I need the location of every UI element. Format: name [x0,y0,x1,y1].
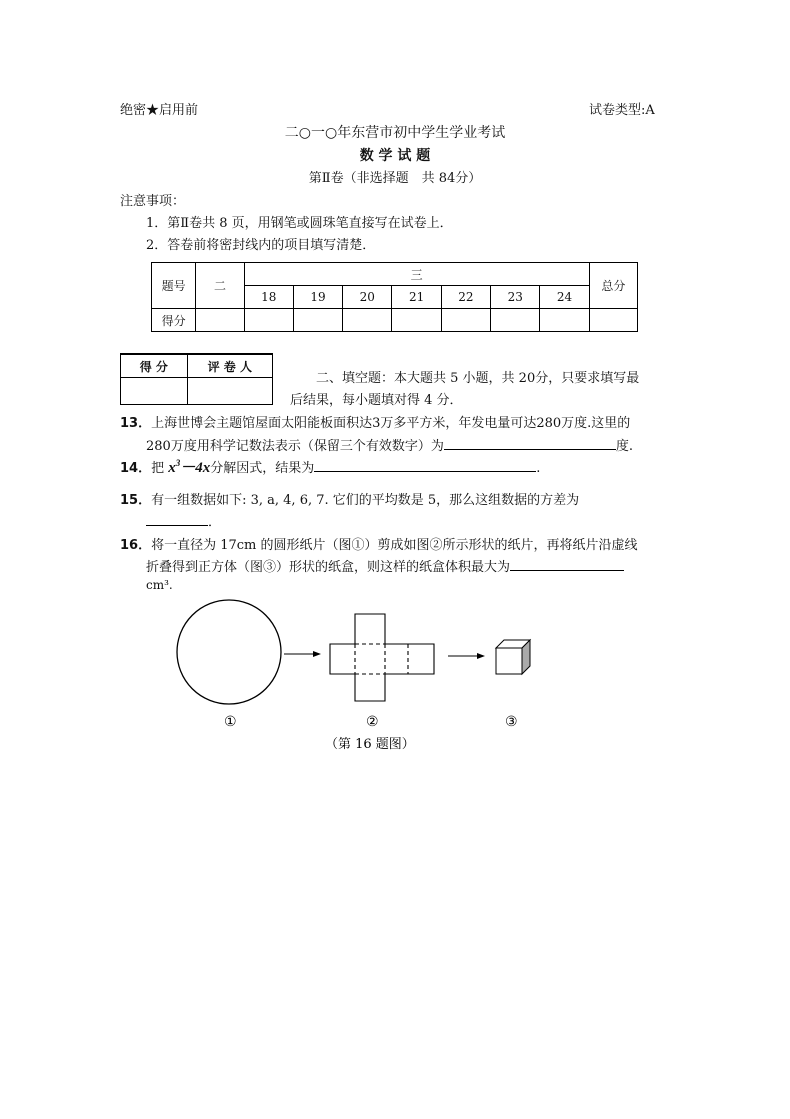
grader-name-cell[interactable] [187,378,272,405]
score-cell[interactable] [343,309,392,332]
grader-box [120,353,273,405]
q14-expression: $x^3-4x$ [168,458,211,476]
sub-col: 19 [293,286,342,309]
sub-col: 22 [441,286,490,309]
total-label: 总分 [589,263,637,309]
cube-net [330,614,434,701]
grader-name-label: 评 卷 人 [187,354,272,378]
q16-unit: cm³. [146,578,173,592]
q16 [120,534,638,553]
section2-line2: 后结果，每小题填对得 4 分． [290,393,463,408]
notes-heading: 注意事项： [120,194,186,209]
notes-item-2: 2．答卷前将密封线内的项目填写清楚． [146,238,376,253]
sub-col: 20 [343,286,392,309]
q15-text: 有一组数据如下: 3, a, 4, 6, 7. 它们的平均数是 5，那么这组数据的方差为 [151,493,580,508]
q15-number: 15． [120,493,152,508]
q14-prefix: 把 [151,461,165,476]
arrow-head [313,651,321,657]
score-cell[interactable] [540,309,589,332]
q13-answer-blank[interactable] [444,437,616,450]
q14-answer-blank[interactable] [314,459,536,472]
subject-title: 数 学 试 题 [359,148,431,164]
q13 [120,412,630,431]
figure-16 [160,598,580,758]
arrow-head [477,653,485,659]
exam-title: 二○一○年东营市初中学生学业考试 [284,125,506,141]
question-label: 题号 [152,263,196,309]
cube-icon [496,640,530,674]
score-cell[interactable] [392,309,441,332]
sub-col: 21 [392,286,441,309]
figure-label-2: ② [366,714,379,730]
grader-score-label: 得 分 [121,354,188,378]
notes-item-1: 1．第Ⅱ卷共 8 页，用钢笔或圆珠笔直接写在试卷上． [146,216,453,231]
q14-number: 14． [120,461,152,476]
score-cell[interactable] [491,309,540,332]
score-cell[interactable] [441,309,490,332]
score-cell[interactable] [196,309,244,332]
score-cell[interactable] [293,309,342,332]
figure-caption: （第 16 题图） [325,737,415,752]
q13-line1: 上海世博会主题馆屋面太阳能板面积达3万多平方米，年发电量可达280万度.这里的 [151,416,631,431]
q14-end: . [536,461,541,476]
section2-line1: 二、填空题：本大题共 5 小题，共 20分，只要求填写最 [316,371,640,386]
section-title: 第Ⅱ卷（非选择题 共 84分） [308,171,482,186]
q16-line2-row [146,556,624,575]
sub-col: 24 [540,286,589,309]
figure-label-1: ① [224,714,237,730]
q13-line2-row [146,435,633,454]
q16-line2: 折叠得到正方体（图③）形状的纸盒，则这样的纸盒体积最大为 [146,560,511,575]
q14 [120,456,540,477]
q13-number: 13． [120,416,152,431]
secret-label: 绝密★启用前 [120,103,199,118]
q14-suffix: 分解因式，结果为 [210,461,315,476]
score-cell[interactable] [589,309,637,332]
circle-paper [177,600,281,704]
col-three: 三 [244,263,589,286]
q13-unit: 度. [615,439,633,454]
paper-type: 试卷类型:A [589,103,655,118]
q16-number: 16． [120,538,152,553]
score-cell[interactable] [244,309,293,332]
q15 [120,489,579,508]
col-two: 二 [196,263,244,309]
score-table [151,262,638,332]
q16-line1: 将一直径为 17cm 的圆形纸片（图①）剪成如图②所示形状的纸片，再将纸片沿虚线 [151,538,638,553]
sub-col: 23 [491,286,540,309]
score-label: 得分 [152,309,196,332]
sub-col: 18 [244,286,293,309]
q15-end: ． [208,515,222,530]
q15-answer-row [146,511,221,530]
q13-line2: 280万度用科学记数法表示（保留三个有效数字）为 [146,439,444,454]
q15-answer-blank[interactable] [146,513,208,526]
figure-label-3: ③ [505,714,518,730]
grader-score-cell[interactable] [121,378,188,405]
q16-answer-blank[interactable] [510,558,624,571]
